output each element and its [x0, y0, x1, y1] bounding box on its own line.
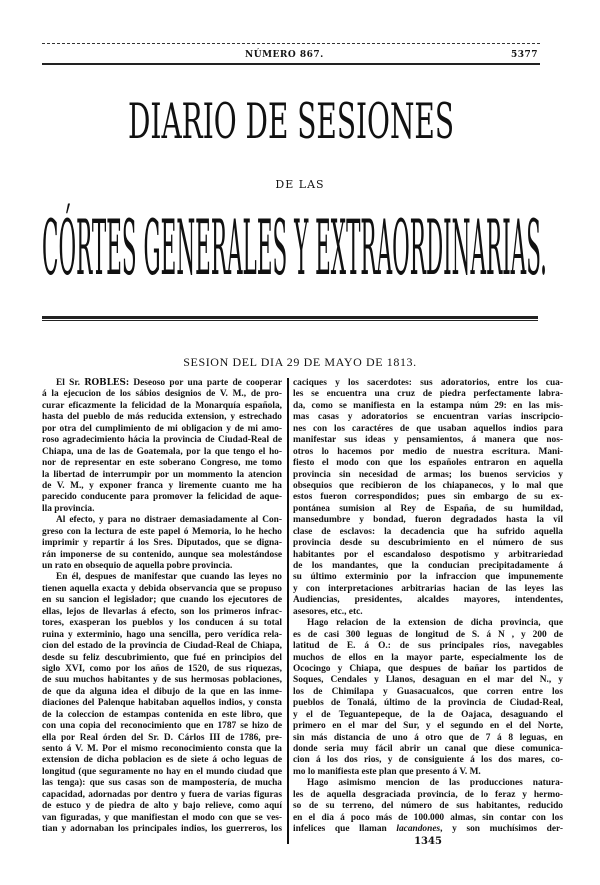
- text-line: so de su terreno, del número de sus habitantes, reducido: [293, 801, 563, 812]
- text-line: Audiencias, presidentes, alcaldes mayores, intendentes,: [293, 595, 563, 606]
- text-line: latitud de E. á O.: de sus principales rios, navegables: [293, 641, 563, 652]
- text-line: En él, despues de manifestar que cuando las leyes no: [56, 572, 282, 583]
- text-line: provincia desde su descubrimiento en el número de sus: [293, 538, 563, 549]
- text-line: de V. M., y exponer franca y liremente cuanto me ha: [42, 480, 282, 491]
- text-line: los de Chimilapa y Guasacualcos, que corren entre los: [293, 686, 563, 697]
- text-line: un rato en obsequio de aquella pobre provincia.: [42, 561, 233, 571]
- text-line: por otra del cumplimiento de mi obligacion y de mi amo-: [42, 423, 282, 434]
- text-line: caciques y los sacerdotes: sus adoratorios, entre los cua-: [293, 378, 563, 388]
- text-line: desde su feliz descubrimiento, que fué en principios del: [42, 652, 282, 663]
- text-line: la libertad de interrumpir por un mommento la atencion: [42, 469, 282, 480]
- text-line: [42, 378, 282, 389]
- text-line: ellas, lejos de llevarlas á efecto, son los primeros infrac-: [42, 606, 282, 617]
- text-line: les de aquella desgraciada provincia, de lo feraz y hermo-: [293, 789, 563, 800]
- text-line: fiesto el modo con que los españoles entraron en aquella: [293, 458, 563, 469]
- text-line: de suu muchos habitantes y de sus hermosas poblaciones,: [42, 675, 282, 686]
- text-line: estos fueron correspondidos; pues sin embargo de su ex-: [293, 492, 563, 503]
- text-segment: , y son muchísimos der-: [440, 824, 563, 835]
- text-line: extension de dicha poblacion es de siete á ocho leguas de: [42, 755, 282, 766]
- text-line: Chiapa, una de las de Goatemala, por la que tengo el ho-: [42, 446, 282, 457]
- masthead-body: CÓRTES GENERALES Y EXTRAORDINARIAS.: [42, 203, 547, 293]
- text-column-right: [293, 378, 563, 836]
- header-dotted-rule: [42, 43, 540, 44]
- text-segment: El Sr.: [56, 378, 85, 388]
- text-line: otros lo hacemos por medio de nuestra escritura. Mani-: [293, 446, 563, 457]
- session-title: SESION DEL DIA 29 DE MAYO DE 1813.: [183, 355, 417, 369]
- text-line: mo lo manifiesta este plan que presento á V. M.: [293, 766, 481, 777]
- text-line: y el de Teguantepeque, de la de Oajaca, desaguando el: [293, 709, 563, 720]
- text-line: de que da alguna idea el dibujo de la que en las inme-: [42, 686, 282, 697]
- text-line: hasta del pueblo de más reducida extension, y estrechado: [42, 412, 282, 423]
- text-line: donde seria muy fácil abrir un canal que diese comunica-: [293, 744, 563, 754]
- text-line: manifestar sus ideas y pensamientos, á manera que nos-: [293, 435, 563, 446]
- header-rule: [42, 63, 540, 65]
- page-number-bottom: 1345: [414, 836, 442, 847]
- text-line: es de casi 300 leguas de longitud de S. á N , y 200 de: [293, 629, 563, 640]
- issue-number: NÚMERO 867.: [245, 50, 324, 60]
- text-line: de los mandantes, que la conducian precipitadamente á: [293, 561, 563, 571]
- text-line: tian y adornaban los principales indios, los guerreros, los: [42, 824, 282, 835]
- masthead-rule: [42, 316, 538, 319]
- masthead-title: DIARIO DE SESIONES: [128, 93, 454, 151]
- text-line: asesores, etc., etc.: [293, 606, 363, 617]
- text-line: les se encuentra una cruz de piedra perfectamente labra-: [293, 389, 563, 400]
- text-line: ella por Real órden del Sr. D. Cárlos III de 1786, pre-: [42, 732, 282, 743]
- text-line: roso agradecimiento hácia la provincia de Ciudad-Real de: [42, 435, 282, 446]
- text-line: da, como se manifiesta en la estampa núm 29: en las mis-: [293, 400, 563, 411]
- text-line: clase de esclavos: la decadencia que ha sufrido aquella: [293, 526, 563, 537]
- text-line: ruina y exterminio, hago una sencilla, pero verídica rela-: [42, 629, 282, 640]
- text-segment: Deseoso por una parte de cooperar: [129, 378, 282, 388]
- text-line: mansedumbre y bondad, fueron degradados hasta la vil: [293, 515, 563, 526]
- text-line: rán imponerse de su contenido, aunque sea molestándose: [42, 549, 282, 560]
- text-line: á la ejecucion de los sábios designios de V. M., de pro-: [42, 389, 282, 400]
- text-line: curar eficazmente la felicidad de la Monarquía española,: [42, 400, 282, 411]
- text-line: Al efecto, y para no distraer demasiadamente al Con-: [56, 515, 282, 526]
- text-line: greso con la lectura de este papel ó Memoria, lo he hecho: [42, 526, 282, 537]
- text-line: sento á V. M. Por el mismo reconocimiento consta que la: [42, 744, 282, 754]
- text-line: pueblos de Tonalá, último de la provincia de Ciudad-Real,: [293, 698, 563, 709]
- text-line: pontánea sumision al Rey de España, de su humildad,: [293, 503, 563, 514]
- text-line: mas casas y adoratorios se encuentran varias inscripcio-: [293, 412, 563, 423]
- masthead-title-box: [128, 93, 454, 151]
- text-line: cion á los dos rios, y de consiguiente á los dos mares, co-: [293, 755, 563, 766]
- text-line: su último exterminio por la infraccion que impunemente: [293, 572, 563, 583]
- text-line: sin más distancia de uno á otro que de 7 á 8 leguas, en: [293, 732, 563, 743]
- text-line: las tenga): que sus casas son de mampostería, de mucha: [42, 778, 282, 789]
- text-line: tores, exasperan los pueblos y los conducen á su total: [42, 618, 282, 629]
- text-line: lla provincia.: [42, 503, 95, 514]
- masthead-connector: DE LAS: [275, 178, 325, 191]
- text-line: muchos de ellos en la mayor parte, especialmente los de: [293, 652, 563, 663]
- masthead-rule-thin: [42, 320, 538, 321]
- text-line: provincia sin necesidad de armas; los buenos servicios y: [293, 469, 563, 480]
- text-line: y con interpretaciones arbitrarias hacian de las leyes las: [293, 583, 563, 594]
- text-line: en su sancion el legislador; que cuando los ejecutores de: [42, 595, 282, 606]
- text-line: habitantes por el escandaloso despotismo y arbitrariedad: [293, 549, 563, 560]
- text-segment: infelices que llaman: [293, 824, 397, 835]
- text-line: en el dia á poco más de 100.000 almas, sin contar con los: [293, 812, 563, 823]
- text-line: tienen aquella exacta y debida observancia que se propuso: [42, 583, 282, 594]
- text-line: Hago relacion de la extension de dicha provincia, que: [307, 618, 563, 629]
- text-line: longitud (que seguramente no hay en el mundo ciudad que: [42, 766, 282, 777]
- text-line: de estuco y de piedra de alto y bajo relieve, como aquí: [42, 801, 282, 812]
- text-line: siglo XVI, como por los años de 1520, de sus riquezas,: [42, 663, 282, 674]
- page-number-top: 5377: [511, 50, 539, 60]
- text-line: cion del estado de la provincia de Ciudad-Real de Chiapa,: [42, 641, 282, 652]
- text-line: [293, 824, 563, 835]
- text-line: diaciones del Palenque habitaban aquellos indios, y consta: [42, 698, 282, 709]
- column-divider: [287, 378, 289, 844]
- text-line: nor de representar en este soberano Congreso, me tomo: [42, 458, 282, 469]
- text-line: con una copia del reconocimiento que en 1787 se hizo de: [42, 721, 282, 732]
- text-line: primero en el mar del Sur, y el segundo en el del Norte,: [293, 721, 563, 732]
- italic-term: lacandones: [396, 824, 441, 835]
- text-line: parecido conducente para promover la felicidad de aque-: [42, 492, 282, 503]
- text-line: imprimir y repartir á los Sres. Diputados, que se digna-: [42, 538, 282, 549]
- text-line: nes con los caractéres de que usaban aquellos indios para: [293, 423, 563, 434]
- speaker-name: ROBLES:: [84, 378, 130, 388]
- text-column-left: [42, 378, 282, 836]
- text-line: obsequios que recibieron de los chiapanecos, y lo mal que: [293, 480, 563, 491]
- text-line: van figuradas, y que manifiestan el modo con que se ves-: [42, 812, 282, 823]
- text-line: Ococingo y Chiapa, que despues de bañar los partidos de: [293, 663, 563, 674]
- masthead-body-box: [42, 203, 547, 293]
- text-line: capacidad, adornadas por dentro y fuera de varias figuras: [42, 789, 282, 800]
- text-line: de la coleccion de estampas contenida en este libro, que: [42, 709, 282, 720]
- text-line: Soques, Cendales y Llanos, desaguan en el mar del N., y: [293, 675, 563, 686]
- text-line: Hago asimismo mencion de las producciones natura-: [307, 778, 563, 789]
